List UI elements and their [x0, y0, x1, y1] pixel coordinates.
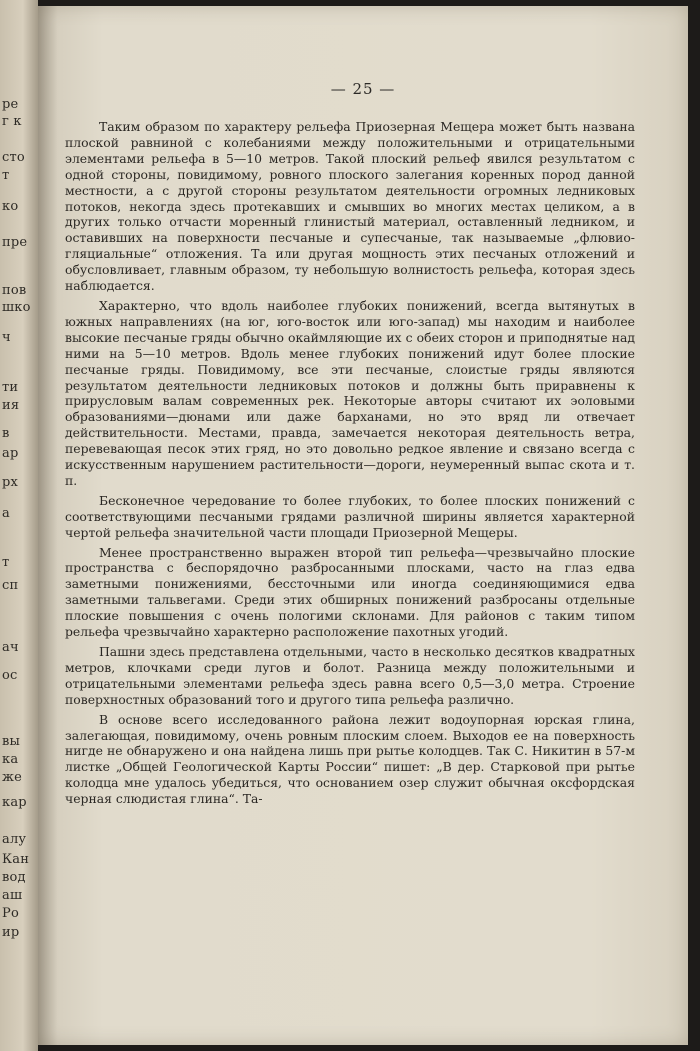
left-page-fragment: в	[2, 426, 10, 441]
paragraph: Менее пространственно выражен второй тип рельефа—чрезвычайно плоские пространства с беспорядочно разбросанными плосками, часто на глаз едва заметными понижениями, бессточными или иногда соединяющимися едва заметными тальвегами. Среди этих обширных понижений разбросаны отдельные плоские повышения с очень пологими склонами. Для районов с таким типом рельефа чрезвычайно характерно расположение пахотных угодий.	[65, 544, 635, 640]
left-page-fragment: ар	[2, 446, 19, 461]
page-number: — 25 —	[330, 80, 396, 98]
left-page-fragment: алу	[2, 832, 27, 847]
left-page-fragment: а	[2, 506, 10, 521]
left-page-fragment: т	[2, 555, 10, 570]
left-page-fragment: Ро	[2, 906, 19, 921]
left-page-fragment: ия	[2, 398, 20, 413]
left-page-fragment: ка	[2, 752, 19, 767]
left-page-fragment: кар	[2, 795, 27, 810]
left-page-fragment: pe	[2, 97, 19, 112]
left-page-fragment: рх	[2, 475, 19, 490]
left-page-fragment: ко	[2, 199, 19, 214]
left-page-fragment: сп	[2, 578, 19, 593]
book-page	[38, 6, 688, 1045]
left-page-fragment: ир	[2, 925, 20, 940]
page-body	[65, 119, 635, 811]
left-page-fragment: ч	[2, 330, 11, 345]
left-page-fragment: сто	[2, 150, 25, 165]
left-page-fragment: Кан	[2, 852, 30, 867]
paragraph: Пашни здесь представлена отдельными, часто в несколько десятков квадратных метров, клочками среди лугов и болот. Разница между положительными и отрицательными элементами рельефа здесь равна всего 0,5—3,0 метра. Строение поверхностных образований того и другого типа рельефа различно.	[65, 644, 635, 707]
left-page-fragment: вод	[2, 870, 26, 885]
left-page-fragment: шко	[2, 300, 31, 315]
paragraph: В основе всего исследованного района лежит водоупорная юрская глина, залегающая, повидимому, очень ровным плоским слоем. Выходов ее на поверхность нигде не обнаружено и она найдена лишь при рытье колодцев. Так С. Никитин в 57-м листке „Общей Геологической Карты России“ пишет: „В дер. Старковой при рытье колодца мне удалось убедиться, что основанием озер служит обычная оксфордская черная слюдистая глина“. Та-	[65, 711, 635, 807]
left-page-fragment: же	[2, 770, 23, 785]
left-page-fragment: ти	[2, 380, 19, 395]
left-page-fragment: аш	[2, 888, 23, 903]
left-page-fragment: пре	[2, 235, 28, 250]
paragraph: Характерно, что вдоль наиболее глубоких понижений, всегда вытянутых в южных направлениях (на юг, юго-восток или юго-запад) мы находим и наиболее высокие песчаные гряды обычно окаймляющие их с обеих сторон и приподнятые над ними на 5—10 метров. Вдоль менее глубоких понижений идут более плоские песчаные гряды. Повидимому, все эти песчаные, слоистые гряды являются результатом деятельности ледниковых потоков и должны быть приравнены к прирусловым валам современных рек. Некоторые авторы считают их эоловыми образованиями—дюнами или даже барханами, но это вряд ли отвечает действительности. Местами, правда, замечается некоторая деятельность ветра, перевевающая песок этих гряд, но это довольно редкое явление и связано всегда с искусственным нарушением растительности—дороги, неумеренный выпас скота и т. п.	[65, 297, 635, 488]
left-page-fragment: ач	[2, 640, 19, 655]
paragraph: Бесконечное чередование то более глубоких, то более плоских понижений с соответствующими песчаными грядами различной ширины является характерной чертой рельефа значительной части площади Приозерной Мещеры.	[65, 492, 635, 540]
adjacent-page-edge	[0, 0, 38, 1051]
paragraph: Таким образом по характеру рельефа Приозерная Мещера может быть названа плоской равниной с колебаниями между положительными и отрицательными элементами рельефа в 5—10 метров. Такой плоский рельеф явился результатом с одной стороны, повидимому, ровного плоского залегания коренных пород данной местности, а с другой стороны результатом деятельности огромных ледниковых потоков, некогда здесь протекавших и смывших во многих местах целиком, а в других только отчасти моренный глинистый материал, оставленный ледником, и оставивших на поверхности песчаные и супесчаные, так называемые „флювио-гляциальные“ отложения. Та или другая мощность этих песчаных отложений и обусловливает, главным образом, ту небольшую волнистость рельефа, которая здесь наблюдается.	[65, 119, 635, 294]
left-page-fragment: т	[2, 168, 10, 183]
left-page-fragment: вы	[2, 734, 21, 749]
left-page-fragment: ос	[2, 668, 18, 683]
left-page-fragment: г к	[2, 114, 22, 129]
left-page-fragment: пов	[2, 283, 27, 298]
